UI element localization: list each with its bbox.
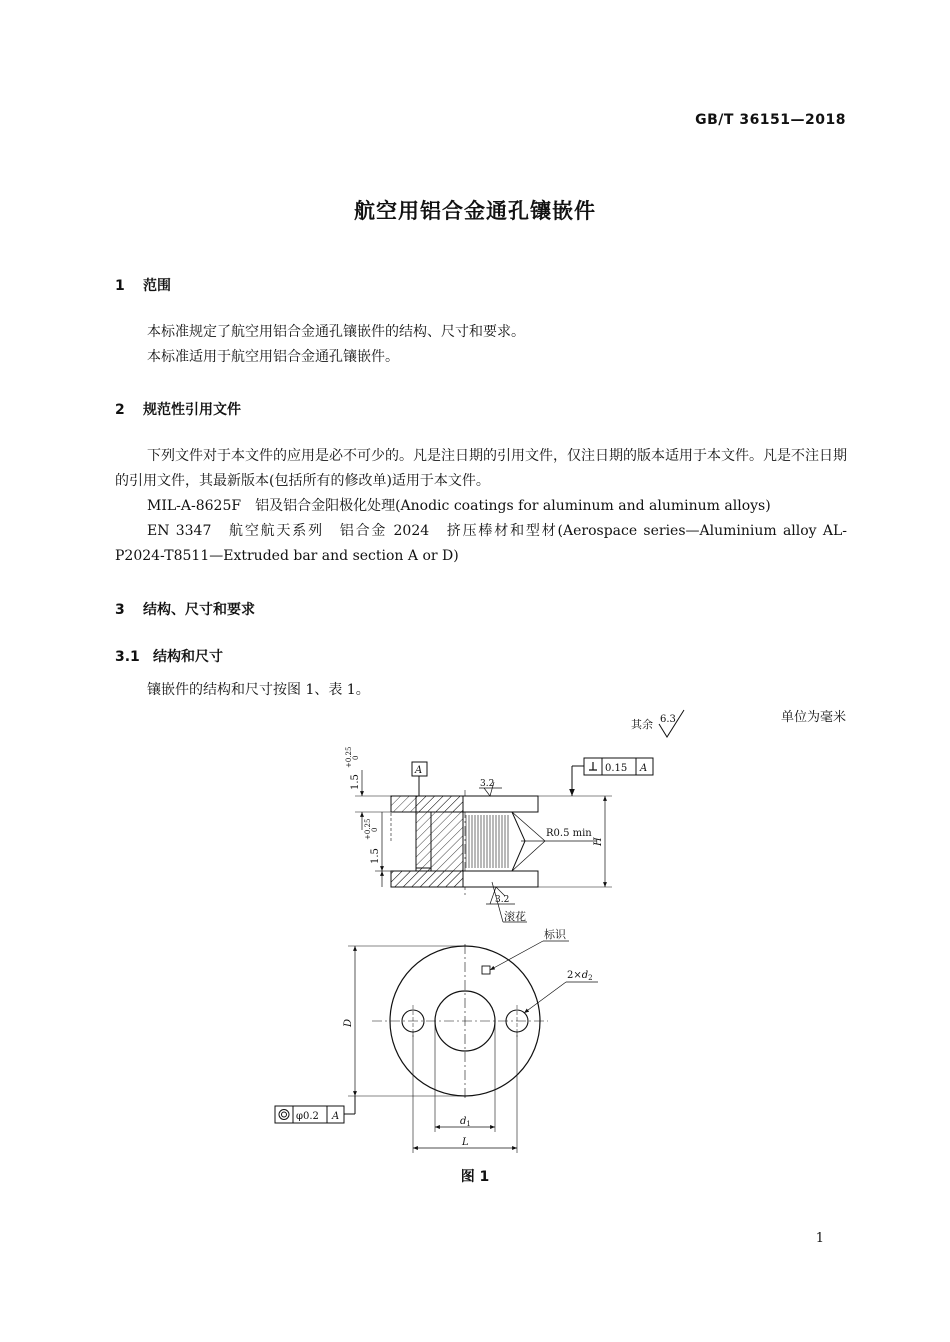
rest-label: 其余	[631, 718, 653, 731]
section-3-heading	[115, 599, 255, 619]
concentricity-tolerance-frame	[275, 1096, 355, 1123]
left-hub	[416, 812, 431, 871]
svg-text:H: H	[593, 837, 604, 846]
top-flange-right	[463, 796, 538, 812]
figure-1-drawing	[0, 700, 950, 1170]
mark-label	[490, 927, 569, 970]
section-number: 3	[115, 602, 125, 618]
rest-roughness-value: 6.3	[660, 714, 676, 725]
section-1-paragraph-2: 本标准适用于航空用铝合金通孔镶嵌件。	[147, 349, 399, 365]
section-3-1-paragraph: 镶嵌件的结构和尺寸按图 1、表 1。	[147, 682, 370, 698]
svg-text:A: A	[415, 765, 423, 776]
svg-text:R0.5 min: R0.5 min	[546, 828, 592, 839]
svg-text:D: D	[343, 1018, 354, 1027]
svg-text:+0.25: +0.25	[364, 818, 372, 840]
svg-text:0: 0	[371, 827, 379, 832]
svg-text:1.5: 1.5	[350, 774, 361, 790]
section-title: 范围	[143, 278, 171, 294]
holes-label	[524, 970, 598, 1013]
section-title: 结构、尺寸和要求	[143, 602, 255, 618]
svg-text:1.5: 1.5	[370, 848, 381, 864]
reference-mil-a-8625f: MIL-A-8625F 铝及铝合金阳极化处理(Anodic coatings for aluminum and aluminum alloys)	[147, 498, 771, 514]
document-title: 航空用铝合金通孔镶嵌件	[354, 199, 596, 223]
perpendicular-icon	[589, 762, 597, 770]
svg-text:d1: $d_1$	[460, 1116, 471, 1128]
section-1-heading	[115, 275, 171, 295]
datum-a-top	[412, 762, 427, 796]
svg-text:3.2: 3.2	[480, 779, 495, 789]
bottom-flange-right	[463, 871, 538, 887]
section-2-heading	[115, 399, 241, 419]
svg-text:滚花: 滚花	[504, 910, 526, 923]
section-view	[391, 790, 538, 895]
concentricity-icon	[279, 1110, 289, 1120]
svg-text:0.15: 0.15	[605, 763, 628, 774]
section-title: 结构和尺寸	[153, 649, 223, 665]
knurl-lines	[466, 815, 508, 868]
svg-text:A: A	[640, 763, 648, 774]
svg-text:L: L	[462, 1137, 469, 1148]
general-roughness-symbol	[631, 710, 684, 737]
svg-text:标识: 标识	[544, 928, 566, 941]
roughness-top	[479, 779, 502, 796]
perpendicularity-tolerance-frame	[572, 758, 653, 796]
unit-note: 单位为毫米	[780, 710, 846, 725]
svg-text:A: A	[332, 1111, 340, 1122]
section-number: 1	[115, 278, 125, 294]
roughness-bottom	[486, 887, 515, 905]
standard-code: GB/T 36151—2018	[695, 112, 846, 128]
svg-text:2×d2: $2\times d_2$	[567, 970, 593, 982]
chamfer-outline	[512, 812, 525, 871]
figure-caption: 图 1	[460, 1169, 490, 1185]
section-title: 规范性引用文件	[143, 402, 241, 418]
reference-en-3347: EN 3347 航空航天系列 铝合金 2024 挤压棒材和型材(Aerospace series—Aluminium alloy AL-P2024-T8511—Extruded bar and section A or D)	[115, 523, 847, 564]
section-3-1-heading	[115, 646, 223, 666]
dim-mid-thickness	[364, 812, 391, 887]
svg-text:3.2: 3.2	[495, 895, 510, 905]
page-number: 1	[815, 1231, 824, 1246]
svg-text:0: 0	[352, 755, 360, 760]
dim-h	[538, 796, 612, 887]
plan-view	[372, 944, 548, 1098]
section-2-paragraph-1: 下列文件对于本文件的应用是必不可少的。凡是注日期的引用文件，仅注日期的版本适用于本文件。凡是不注日期的引用文件，其最新版本(包括所有的修改单)适用于本文件。	[115, 448, 847, 489]
svg-text:φ0.2: φ0.2	[296, 1111, 319, 1122]
identification-mark	[482, 966, 490, 974]
svg-text:+0.25: +0.25	[345, 746, 353, 768]
dim-top-thickness	[345, 747, 391, 830]
section-number: 2	[115, 402, 125, 418]
section-1-paragraph-1: 本标准规定了航空用铝合金通孔镶嵌件的结构、尺寸和要求。	[147, 324, 525, 340]
section-number: 3.1	[115, 649, 140, 665]
